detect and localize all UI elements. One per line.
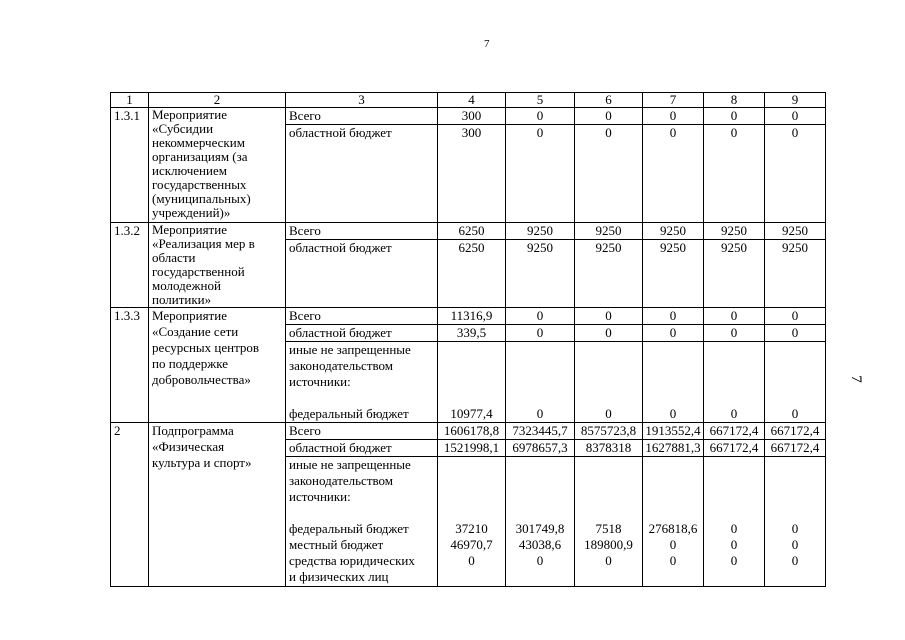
value-col-9 — [765, 342, 826, 423]
value: 0 — [730, 406, 738, 421]
value: 0 — [605, 553, 612, 568]
funding-source-line: иные не запрещенные — [289, 342, 411, 357]
value: 0 — [791, 406, 799, 421]
funding-source-line: Всего — [289, 423, 321, 438]
page-number-top: 7 — [484, 38, 490, 50]
value-col-5: 0 — [506, 108, 575, 125]
value: 0 — [791, 521, 799, 536]
value: 276818,6 — [648, 521, 698, 536]
funding-source-line: законодательством — [289, 358, 394, 373]
funding-source — [286, 108, 438, 125]
value: 0 — [669, 553, 677, 568]
funding-source — [286, 308, 438, 325]
table-row — [111, 108, 826, 125]
funding-source-item-line: федеральный бюджет — [289, 521, 409, 536]
program-name-line: ресурсных центров — [152, 340, 260, 355]
value-col-4: 339,5 — [438, 325, 506, 342]
value-col-4 — [438, 457, 506, 587]
value-col-8: 0 — [704, 308, 765, 325]
value-col-7 — [643, 457, 704, 587]
program-code: 1.3.1 — [111, 108, 149, 223]
program-name-line: области — [152, 250, 196, 265]
value-col-4: 11316,9 — [438, 308, 506, 325]
value-col-4: 6250 — [438, 223, 506, 240]
table-row — [111, 423, 826, 440]
header-row — [111, 93, 826, 108]
value: 37210 — [455, 521, 488, 536]
budget-table — [110, 92, 826, 587]
value-col-8: 667172,4 — [704, 440, 765, 457]
value-col-9: 0 — [765, 125, 826, 223]
value-col-9: 9250 — [765, 240, 826, 308]
value-col-5: 7323445,7 — [506, 423, 575, 440]
value-col-5: 0 — [506, 308, 575, 325]
value-col-8: 667172,4 — [704, 423, 765, 440]
value-col-6 — [575, 342, 643, 423]
value: 0 — [536, 406, 544, 421]
funding-source-line: областной бюджет — [289, 240, 392, 255]
value-col-7 — [643, 342, 704, 423]
program-name — [149, 223, 286, 308]
program-name — [149, 308, 286, 423]
column-number-5: 5 — [506, 93, 575, 108]
value: 0 — [791, 537, 799, 552]
program-name-line: «Создание сети — [152, 324, 239, 339]
value-col-4: 300 — [438, 125, 506, 223]
program-name — [149, 108, 286, 223]
value-col-6: 0 — [575, 125, 643, 223]
value-col-7: 0 — [643, 125, 704, 223]
value-col-6: 8575723,8 — [575, 423, 643, 440]
program-name-line: организациям (за — [152, 149, 248, 164]
value-col-4: 1606178,8 — [438, 423, 506, 440]
funding-source-item-line: средства юридических — [289, 553, 415, 568]
value-col-4: 6250 — [438, 240, 506, 308]
funding-source-item-line: местный бюджет — [289, 537, 384, 552]
program-code: 1.3.3 — [111, 308, 149, 423]
funding-source-line: областной бюджет — [289, 440, 392, 455]
program-name-line: «Субсидии — [152, 121, 214, 136]
value-col-6 — [575, 457, 643, 587]
table-row — [111, 223, 826, 240]
program-name-line: культура и спорт» — [152, 455, 252, 470]
program-name-line: Мероприятие — [152, 107, 227, 122]
value-col-7: 9250 — [643, 223, 704, 240]
value-col-8: 9250 — [704, 240, 765, 308]
value: 0 — [468, 553, 475, 568]
value: 43038,6 — [518, 537, 562, 552]
program-name-line: (муниципальных) — [152, 191, 251, 206]
program-name-line: некоммерческим — [152, 135, 245, 150]
value-col-5 — [506, 342, 575, 423]
column-number-7: 7 — [643, 93, 704, 108]
value-col-5: 6978657,3 — [506, 440, 575, 457]
value-col-9 — [765, 457, 826, 587]
funding-source — [286, 240, 438, 308]
column-number-8: 8 — [704, 93, 765, 108]
funding-source-item-line: федеральный бюджет — [289, 406, 409, 421]
program-name-line: «Реализация мер в — [152, 236, 255, 251]
column-number-9: 9 — [765, 93, 826, 108]
program-code: 2 — [111, 423, 149, 587]
program-name-line: Подпрограмма — [152, 423, 234, 438]
value-col-6: 9250 — [575, 240, 643, 308]
column-number-3: 3 — [286, 93, 438, 108]
value-col-6: 8378318 — [575, 440, 643, 457]
value-col-4 — [438, 342, 506, 423]
program-name-line: Мероприятие — [152, 222, 227, 237]
funding-source — [286, 125, 438, 223]
value: 0 — [536, 553, 544, 568]
program-name — [149, 423, 286, 587]
value-col-6: 0 — [575, 108, 643, 125]
value: 0 — [730, 521, 738, 536]
program-name-line: добровольчества» — [152, 372, 251, 387]
table-head — [111, 93, 826, 108]
value-col-7: 0 — [643, 108, 704, 125]
value: 0 — [669, 537, 677, 552]
program-name-line: политики» — [152, 292, 212, 307]
program-name-line: по поддержке — [152, 356, 229, 371]
value-col-6: 0 — [575, 308, 643, 325]
funding-source — [286, 440, 438, 457]
program-name-line: государственных — [152, 177, 247, 192]
value-col-5 — [506, 457, 575, 587]
value: 189800,9 — [584, 537, 633, 552]
funding-source-line: Всего — [289, 308, 321, 323]
value-col-4: 300 — [438, 108, 506, 125]
funding-source-line: Всего — [289, 223, 321, 238]
column-number-6: 6 — [575, 93, 643, 108]
funding-source — [286, 423, 438, 440]
value-col-5: 0 — [506, 325, 575, 342]
value-col-9: 667172,4 — [765, 423, 826, 440]
value: 0 — [730, 537, 738, 552]
page-number-side: 7 — [848, 375, 864, 383]
table-body — [111, 108, 826, 587]
value-col-4: 1521998,1 — [438, 440, 506, 457]
funding-source-line: областной бюджет — [289, 125, 392, 140]
program-name-line: государственной — [152, 264, 245, 279]
value-col-5: 0 — [506, 125, 575, 223]
value-col-8: 0 — [704, 325, 765, 342]
program-name-line: «Физическая — [152, 439, 225, 454]
value-col-9: 0 — [765, 108, 826, 125]
column-number-4: 4 — [438, 93, 506, 108]
value-col-8: 9250 — [704, 223, 765, 240]
funding-source-line: областной бюджет — [289, 325, 392, 340]
program-name-line: исключением — [152, 163, 227, 178]
funding-source — [286, 325, 438, 342]
column-number-2: 2 — [149, 93, 286, 108]
value-col-8 — [704, 457, 765, 587]
funding-source-line: законодательством — [289, 473, 394, 488]
value: 301749,8 — [515, 521, 565, 536]
funding-source — [286, 223, 438, 240]
value-col-8: 0 — [704, 108, 765, 125]
value-col-9: 9250 — [765, 223, 826, 240]
value-col-9: 0 — [765, 308, 826, 325]
value: 0 — [730, 553, 738, 568]
program-name-line: учреждений)» — [152, 205, 231, 220]
value-col-9: 0 — [765, 325, 826, 342]
funding-source-item-line: и физических лиц — [289, 569, 389, 584]
funding-source-line: Всего — [289, 108, 321, 123]
value: 0 — [669, 406, 677, 421]
funding-source-line: иные не запрещенные — [289, 457, 411, 472]
funding-source — [286, 457, 438, 587]
value-col-5: 9250 — [506, 240, 575, 308]
value-col-7: 0 — [643, 308, 704, 325]
funding-source-line: источники: — [289, 489, 351, 504]
value-col-7: 0 — [643, 325, 704, 342]
value-col-7: 1627881,3 — [643, 440, 704, 457]
program-name-line: молодежной — [152, 278, 221, 293]
program-code: 1.3.2 — [111, 223, 149, 308]
value-col-6: 9250 — [575, 223, 643, 240]
value-col-9: 667172,4 — [765, 440, 826, 457]
table-row — [111, 308, 826, 325]
value: 46970,7 — [450, 537, 493, 552]
column-number-1: 1 — [111, 93, 149, 108]
value-col-8 — [704, 342, 765, 423]
value: 0 — [605, 406, 612, 421]
value-col-5: 9250 — [506, 223, 575, 240]
funding-source-line: источники: — [289, 374, 351, 389]
funding-source — [286, 342, 438, 423]
value-col-6: 0 — [575, 325, 643, 342]
value-col-7: 9250 — [643, 240, 704, 308]
value: 7518 — [595, 521, 622, 536]
program-name-line: Мероприятие — [152, 308, 227, 323]
value-col-8: 0 — [704, 125, 765, 223]
value: 0 — [791, 553, 799, 568]
value-col-7: 1913552,4 — [643, 423, 704, 440]
value: 10977,4 — [450, 406, 493, 421]
